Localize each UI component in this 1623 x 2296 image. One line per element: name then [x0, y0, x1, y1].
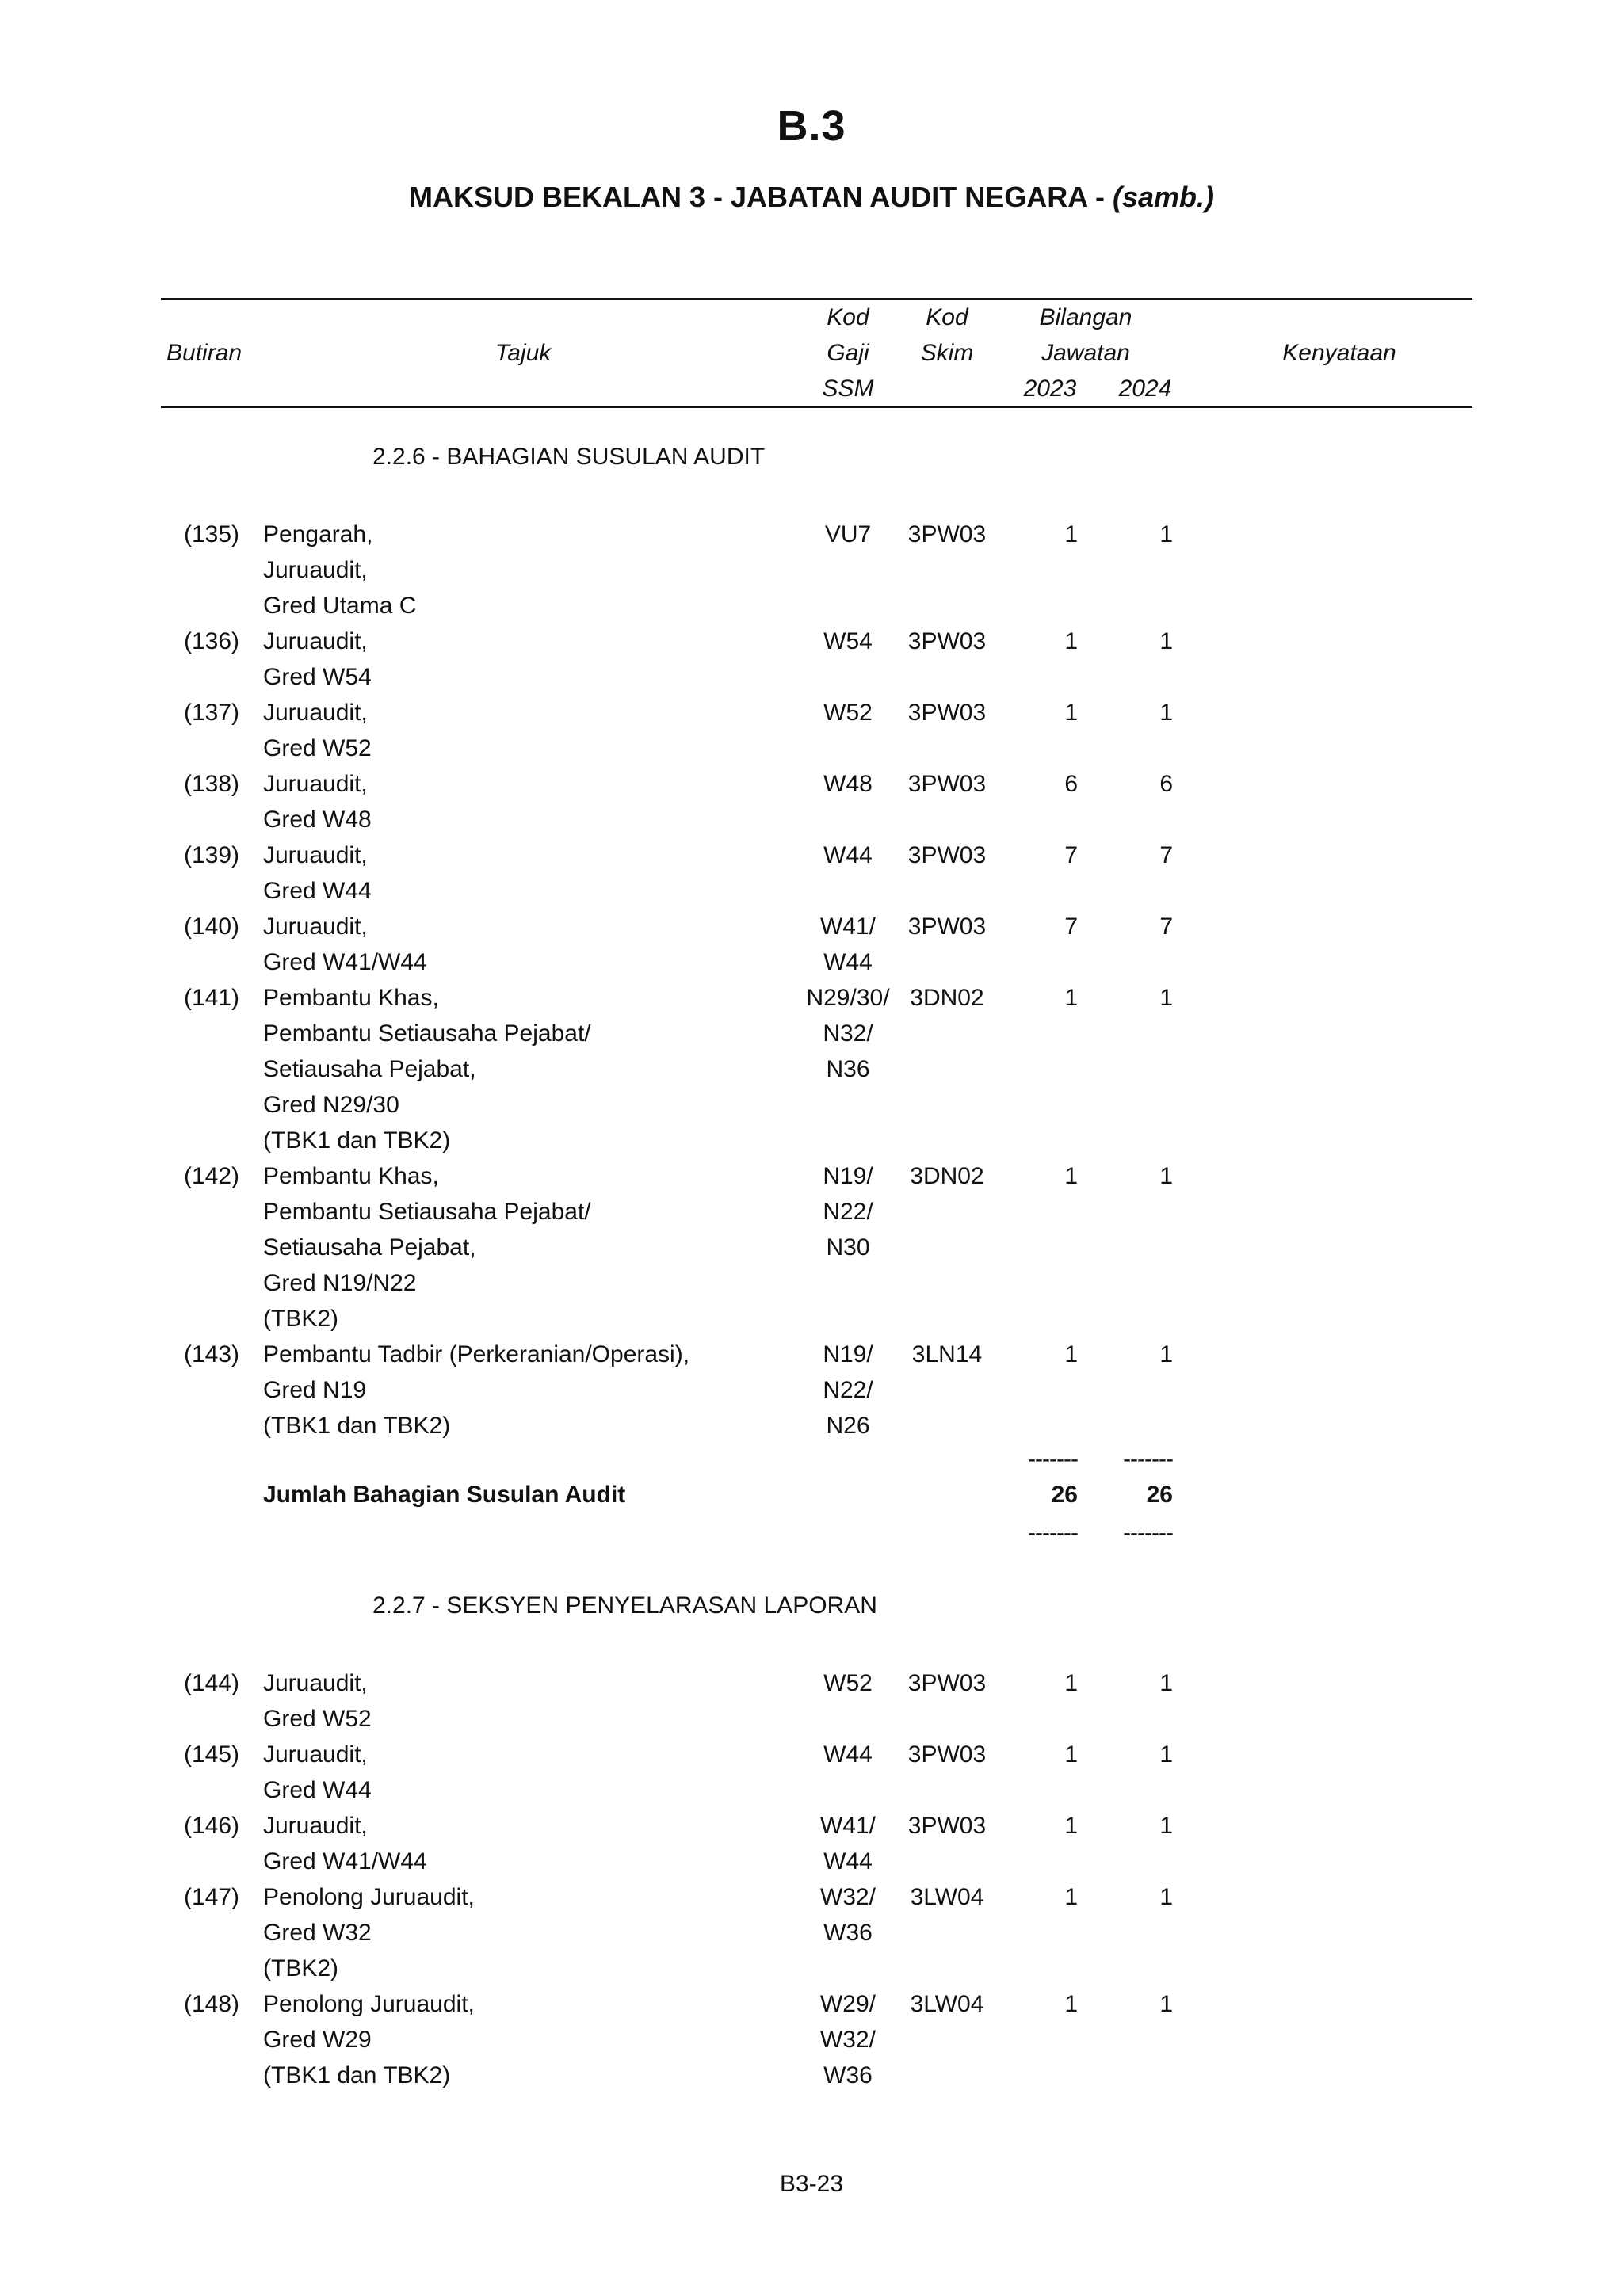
tajuk-line: Gred W54	[263, 664, 372, 690]
document-code: B.3	[777, 102, 846, 150]
kod-gaji	[792, 1879, 903, 1951]
jawatan-2024: 1	[1159, 628, 1173, 654]
kod-gaji-line: N32/	[823, 1020, 873, 1047]
tajuk-line: Gred N19	[263, 1377, 367, 1403]
butiran-number: (143)	[184, 1341, 240, 1367]
kod-gaji-line: N30	[826, 1234, 870, 1261]
total-underline-2024: -------	[1123, 1520, 1173, 1546]
kod-gaji-line: W44	[823, 949, 873, 975]
jawatan-2023: 6	[1064, 771, 1078, 797]
butiran-number: (145)	[184, 1741, 240, 1768]
kod-skim: 3PW03	[907, 1741, 987, 1768]
kod-gaji-line: N36	[826, 1056, 870, 1082]
kod-gaji-line: W36	[823, 2062, 873, 2088]
kod-gaji	[792, 909, 903, 980]
col-header-tajuk: Tajuk	[495, 340, 552, 366]
jawatan-2024: 1	[1159, 700, 1173, 726]
kod-gaji	[792, 517, 903, 552]
butiran-number: (135)	[184, 521, 240, 547]
tajuk-line: (TBK1 dan TBK2)	[263, 1413, 451, 1439]
jawatan-2024: 1	[1159, 1670, 1173, 1696]
jawatan-2023: 1	[1064, 1341, 1078, 1367]
kod-gaji-line: VU7	[824, 521, 872, 547]
kod-gaji-line: N29/30/	[806, 985, 890, 1011]
kod-gaji-line: N19/	[823, 1163, 873, 1189]
tajuk-description	[263, 1337, 802, 1444]
kod-gaji-line: W32/	[819, 1884, 876, 1910]
kod-skim-line-2: Skim	[920, 340, 974, 366]
col-header-year-2023: 2023	[1023, 376, 1077, 402]
tajuk-line: Juruaudit,	[263, 842, 368, 868]
tajuk-line: (TBK1 dan TBK2)	[263, 1127, 451, 1154]
page-number: B3-23	[779, 2171, 844, 2197]
tajuk-description	[263, 695, 802, 766]
tajuk-line: Gred W52	[263, 735, 372, 761]
jawatan-2023: 1	[1064, 985, 1078, 1011]
kod-gaji-line: W48	[823, 771, 873, 797]
kod-gaji-line-1: Kod	[827, 304, 869, 330]
tajuk-line: Gred W41/W44	[263, 1848, 427, 1875]
jawatan-2024: 1	[1159, 985, 1173, 1011]
kod-skim-line-1: Kod	[926, 304, 968, 330]
jawatan-2023: 1	[1064, 700, 1078, 726]
kod-gaji-line: N22/	[823, 1377, 873, 1403]
tajuk-description	[263, 1737, 802, 1808]
table-header-rule	[161, 406, 1472, 408]
kod-gaji-line: W29/	[819, 1991, 876, 2017]
kod-gaji	[792, 624, 903, 659]
tajuk-line: Gred W44	[263, 878, 372, 904]
kod-skim: 3LW04	[910, 1991, 984, 2017]
kod-gaji-line-3: SSM	[822, 376, 874, 402]
tajuk-line: Gred W52	[263, 1706, 372, 1732]
kod-gaji-line: W52	[823, 700, 873, 726]
bilangan-line-2: Jawatan	[1041, 340, 1130, 366]
kod-gaji	[792, 1986, 903, 2093]
kod-skim: 3LW04	[910, 1884, 984, 1910]
title-text: MAKSUD BEKALAN 3 - JABATAN AUDIT NEGARA -	[408, 181, 1113, 213]
kod-gaji	[792, 1737, 903, 1772]
kod-skim: 3DN02	[910, 1163, 984, 1189]
tajuk-description	[263, 1665, 802, 1737]
jawatan-2024: 6	[1159, 771, 1173, 797]
jawatan-2024: 1	[1159, 1163, 1173, 1189]
jawatan-2023: 1	[1064, 1884, 1078, 1910]
tajuk-line: Juruaudit,	[263, 700, 368, 726]
tajuk-line: Penolong Juruaudit,	[263, 1884, 475, 1910]
kod-gaji-line: W44	[823, 842, 873, 868]
jawatan-2024: 7	[1159, 842, 1173, 868]
tajuk-line: Gred Utama C	[263, 593, 417, 619]
jawatan-2023: 1	[1064, 628, 1078, 654]
tajuk-line: Pembantu Khas,	[263, 985, 439, 1011]
tajuk-description	[263, 1808, 802, 1879]
butiran-number: (139)	[184, 842, 240, 868]
tajuk-line: Juruaudit,	[263, 1670, 368, 1696]
tajuk-line: Juruaudit,	[263, 771, 368, 797]
tajuk-line: Gred N29/30	[263, 1092, 399, 1118]
tajuk-description	[263, 1986, 802, 2093]
col-header-butiran: Butiran	[166, 340, 242, 366]
tajuk-description	[263, 837, 802, 909]
tajuk-line: Juruaudit,	[263, 913, 368, 940]
jawatan-2023: 1	[1064, 1741, 1078, 1768]
tajuk-line: (TBK1 dan TBK2)	[263, 2062, 451, 2088]
kod-skim: 3PW03	[907, 521, 987, 547]
tajuk-line: Pembantu Setiausaha Pejabat/	[263, 1020, 591, 1047]
jawatan-2024: 1	[1159, 1991, 1173, 2017]
tajuk-description	[263, 909, 802, 980]
kod-gaji-line: W54	[823, 628, 873, 654]
tajuk-line: Pembantu Tadbir (Perkeranian/Operasi),	[263, 1341, 690, 1367]
kod-skim: 3PW03	[907, 913, 987, 940]
tajuk-line: Gred W48	[263, 807, 372, 833]
kod-skim: 3PW03	[907, 1670, 987, 1696]
jawatan-2024: 1	[1159, 1884, 1173, 1910]
kod-gaji	[792, 1158, 903, 1265]
col-header-kod-gaji	[808, 299, 888, 406]
jawatan-2023: 1	[1064, 1813, 1078, 1839]
total-2024: 26	[1146, 1482, 1173, 1508]
col-header-kenyataan: Kenyataan	[1282, 340, 1396, 366]
section-title: 2.2.7 - SEKSYEN PENYELARASAN LAPORAN	[372, 1592, 877, 1619]
butiran-number: (142)	[184, 1163, 240, 1189]
jawatan-2023: 1	[1064, 521, 1078, 547]
tajuk-description	[263, 517, 802, 624]
tajuk-line: Pembantu Setiausaha Pejabat/	[263, 1199, 591, 1225]
tajuk-description	[263, 766, 802, 837]
butiran-number: (138)	[184, 771, 240, 797]
tajuk-line: Gred W44	[263, 1777, 372, 1803]
jawatan-2024: 1	[1159, 1813, 1173, 1839]
tajuk-line: Penolong Juruaudit,	[263, 1991, 475, 2017]
jawatan-2023: 7	[1064, 913, 1078, 940]
kod-gaji-line: N19/	[823, 1341, 873, 1367]
kod-skim: 3PW03	[907, 771, 987, 797]
butiran-number: (148)	[184, 1991, 240, 2017]
total-underline-2023: -------	[1028, 1520, 1078, 1546]
kod-gaji-line: W41/	[819, 913, 876, 940]
tajuk-line: Juruaudit,	[263, 1741, 368, 1768]
tajuk-line: (TBK2)	[263, 1306, 339, 1332]
jawatan-2023: 1	[1064, 1991, 1078, 2017]
title-suffix: (samb.)	[1112, 181, 1214, 213]
kod-gaji-line: W41/	[819, 1813, 876, 1839]
jawatan-2024: 7	[1159, 913, 1173, 940]
kod-gaji	[792, 695, 903, 730]
butiran-number: (147)	[184, 1884, 240, 1910]
kod-skim: 3PW03	[907, 700, 987, 726]
kod-gaji	[792, 1808, 903, 1879]
butiran-number: (137)	[184, 700, 240, 726]
kod-gaji	[792, 766, 903, 802]
kod-gaji	[792, 980, 903, 1087]
butiran-number: (136)	[184, 628, 240, 654]
tajuk-line: (TBK2)	[263, 1955, 339, 1981]
tajuk-line: Juruaudit,	[263, 1813, 368, 1839]
kod-gaji	[792, 837, 903, 873]
kod-gaji-line: W32/	[819, 2027, 876, 2053]
section-title: 2.2.6 - BAHAGIAN SUSULAN AUDIT	[372, 444, 766, 470]
kod-gaji-line: W52	[823, 1670, 873, 1696]
jawatan-2024: 1	[1159, 521, 1173, 547]
jawatan-2023: 1	[1064, 1670, 1078, 1696]
bilangan-line-1: Bilangan	[1039, 304, 1132, 330]
col-header-bilangan	[1022, 299, 1149, 371]
kod-skim: 3PW03	[907, 628, 987, 654]
kod-gaji	[792, 1665, 903, 1701]
col-header-kod-skim	[907, 299, 987, 371]
tajuk-line: Gred W41/W44	[263, 949, 427, 975]
butiran-number: (140)	[184, 913, 240, 940]
jawatan-2023: 7	[1064, 842, 1078, 868]
kod-gaji-line: W36	[823, 1920, 873, 1946]
kod-gaji-line: N22/	[823, 1199, 873, 1225]
kod-gaji-line: W44	[823, 1741, 873, 1768]
tajuk-description	[263, 980, 802, 1158]
tajuk-description	[263, 624, 802, 695]
tajuk-line: Setiausaha Pejabat,	[263, 1056, 476, 1082]
kod-gaji-line-2: Gaji	[827, 340, 869, 366]
butiran-number: (144)	[184, 1670, 240, 1696]
kod-gaji	[792, 1337, 903, 1444]
tajuk-line: Juruaudit,	[263, 557, 368, 583]
total-2023: 26	[1051, 1482, 1078, 1508]
kod-skim: 3LN14	[911, 1341, 983, 1367]
jawatan-2024: 1	[1159, 1741, 1173, 1768]
total-label: Jumlah Bahagian Susulan Audit	[263, 1482, 626, 1508]
tajuk-line: Gred W32	[263, 1920, 372, 1946]
kod-gaji-line: W44	[823, 1848, 873, 1875]
kod-skim: 3DN02	[910, 985, 984, 1011]
butiran-number: (146)	[184, 1813, 240, 1839]
tajuk-description	[263, 1158, 802, 1337]
total-rule-2023: -------	[1028, 1446, 1078, 1472]
jawatan-2023: 1	[1064, 1163, 1078, 1189]
butiran-number: (141)	[184, 985, 240, 1011]
total-rule-2024: -------	[1123, 1446, 1173, 1472]
tajuk-line: Juruaudit,	[263, 628, 368, 654]
tajuk-line: Pembantu Khas,	[263, 1163, 439, 1189]
jawatan-2024: 1	[1159, 1341, 1173, 1367]
kod-gaji-line: N26	[826, 1413, 870, 1439]
tajuk-description	[263, 1879, 802, 1986]
kod-skim: 3PW03	[907, 1813, 987, 1839]
tajuk-line: Pengarah,	[263, 521, 373, 547]
tajuk-line: Gred N19/N22	[263, 1270, 417, 1296]
document-title	[0, 181, 1623, 214]
tajuk-line: Setiausaha Pejabat,	[263, 1234, 476, 1261]
tajuk-line: Gred W29	[263, 2027, 372, 2053]
col-header-year-2024: 2024	[1118, 376, 1172, 402]
kod-skim: 3PW03	[907, 842, 987, 868]
